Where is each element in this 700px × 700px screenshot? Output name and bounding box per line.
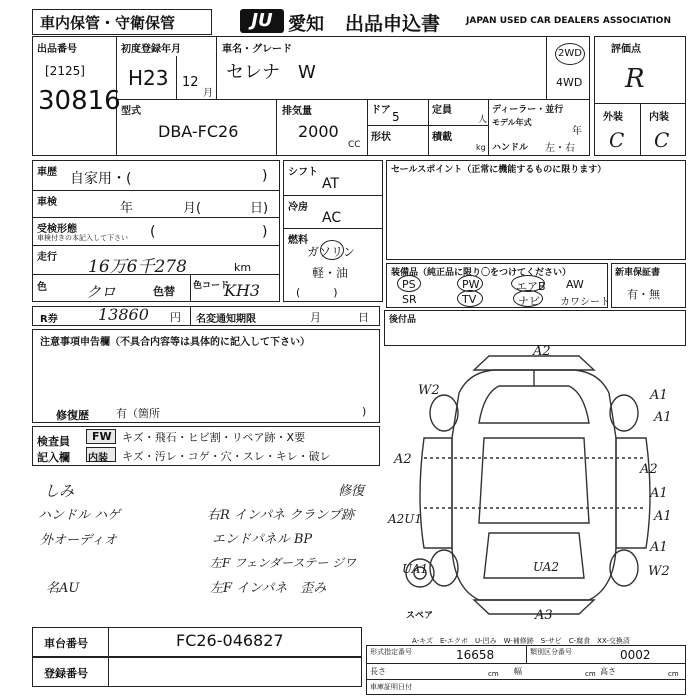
load-unit: kg xyxy=(476,143,486,152)
inspection-month: 月( xyxy=(183,201,202,216)
mileage-value: 16万6千278 xyxy=(88,257,187,277)
mark-a2-left-1: A2 xyxy=(394,452,412,467)
displacement-unit: CC xyxy=(348,140,361,150)
mark-a1-right-3: A1 xyxy=(650,486,668,501)
inspector-label2: 記入欄 xyxy=(37,451,70,464)
damage-legend: A-キズ E-エクボ U-凹み W-補修跡 S-サビ C-腐食 XX-交換済 xyxy=(412,637,630,645)
inspection-label: 車検 xyxy=(37,197,57,208)
registration-year: H23 xyxy=(128,66,169,90)
postscript-box xyxy=(384,310,686,346)
note-shimi: しみ xyxy=(44,482,75,500)
acceptance-label: 受検形態 xyxy=(37,224,77,235)
mark-a2u1-left: A2U1 xyxy=(388,512,423,526)
mark-a1-right-5: A1 xyxy=(650,540,668,555)
lot-label: 出品番号 xyxy=(37,44,77,55)
handle-options: 左・右 xyxy=(545,143,575,154)
equipment-item-seat: カワシート xyxy=(560,297,610,308)
equipment-item-aw: AW xyxy=(566,278,584,291)
mark-a1-right-4: A1 xyxy=(654,509,672,524)
note-repair: 修復 xyxy=(338,484,365,499)
circle-ps xyxy=(397,275,421,292)
mark-a2-top: A2 xyxy=(533,344,551,359)
chassis-label: 車台番号 xyxy=(44,637,88,650)
circle-tv xyxy=(457,290,483,307)
logo-mark: JU xyxy=(251,10,273,31)
mark-ua2-center: UA2 xyxy=(533,560,560,574)
equipment-item-sr: SR xyxy=(402,293,417,306)
note-handle: ハンドル ハゲ xyxy=(38,508,121,523)
interior-value: C xyxy=(654,128,670,152)
inspector-label1: 検査員 xyxy=(37,435,70,448)
recycle-value: 13860 xyxy=(98,305,149,324)
shift-label: シフト xyxy=(288,167,318,178)
model-year-unit: 年 xyxy=(572,126,582,137)
evaluation-label: 評価点 xyxy=(611,44,641,55)
spec-width-unit: cm xyxy=(585,670,596,678)
circle-navi xyxy=(513,290,543,307)
shift-value: AT xyxy=(322,176,340,192)
form-title: 出品申込書 xyxy=(345,13,441,35)
displacement-value: 2000 xyxy=(298,122,339,141)
spec-class-label: 類別区分番号 xyxy=(530,648,572,656)
fuel-label: 燃料 xyxy=(288,235,308,246)
equipment-item-ps: PS xyxy=(402,278,416,291)
warranty-options: 有・無 xyxy=(627,288,660,301)
car-name-label: 車名・グレード xyxy=(222,44,292,55)
mark-a1-right-top: A1 xyxy=(650,388,668,403)
interior-label: 内装 xyxy=(649,112,669,123)
note-audio: 外オーディオ xyxy=(40,533,117,548)
history-value: 自家用・( xyxy=(70,171,132,187)
dealer-label: ディーラー・並行 xyxy=(492,105,564,115)
mileage-unit: km xyxy=(234,261,252,274)
spec-seal-label: 車庫証明日付 xyxy=(370,683,412,691)
displacement-label: 排気量 xyxy=(282,106,312,117)
inspection-year: 年 xyxy=(120,201,134,216)
color-code-label: 色コード xyxy=(193,281,230,291)
repair-close: ) xyxy=(362,405,367,418)
english-title: JAPAN USED CAR DEALERS ASSOCIATION xyxy=(466,16,671,26)
sales-point-box xyxy=(386,160,686,260)
int-text: キズ・汚レ・コゲ・穴・スレ・キレ・破レ xyxy=(122,450,331,463)
model-value: DBA-FC26 xyxy=(158,122,239,141)
spec-class-value: 0002 xyxy=(620,648,651,662)
spec-width-label: 幅 xyxy=(514,667,522,676)
spec-height-unit: cm xyxy=(668,670,679,678)
doors-label: ドア xyxy=(371,105,391,116)
color-code-value: KH3 xyxy=(224,281,261,300)
note-fender: 左F フェンダーステー ジワ xyxy=(210,556,357,570)
color-change-label: 色替 xyxy=(153,285,175,298)
registration-month-unit: 月 xyxy=(203,88,213,99)
fw-text: キズ・飛石・ヒビ割・リペア跡・X要 xyxy=(122,431,306,444)
registration-month: 12 xyxy=(182,75,199,90)
model-label: 型式 xyxy=(121,106,141,117)
acceptance-open: ( xyxy=(150,224,156,240)
history-close: ) xyxy=(262,168,268,184)
note-au: 名AU xyxy=(46,581,80,596)
notice-day: 日 xyxy=(358,311,369,324)
ju-logo xyxy=(240,9,284,33)
model-year-label: モデル年式 xyxy=(492,118,532,127)
capacity-unit: 人 xyxy=(478,115,488,125)
fuel-gasoline: ガソリン xyxy=(307,245,356,259)
registration-label: 初度登録年月 xyxy=(121,44,181,55)
color-label: 色 xyxy=(37,282,47,293)
warranty-label: 新車保証書 xyxy=(615,268,661,278)
recycle-unit: 円 xyxy=(170,311,181,324)
doors-value: 5 xyxy=(392,110,400,124)
mileage-label: 走行 xyxy=(37,252,57,263)
note-rr-panel: 右R インパネ クランプ跡 xyxy=(207,508,355,523)
capacity-label: 定員 xyxy=(432,105,452,116)
ac-label: 冷房 xyxy=(288,202,308,213)
chassis-value: FC26-046827 xyxy=(176,631,284,650)
fuel-paren: ( ) xyxy=(296,286,338,299)
spare-label: スペア xyxy=(406,611,434,621)
spec-form-label: 形式指定番号 xyxy=(370,648,412,656)
exterior-label: 外装 xyxy=(603,112,623,123)
inspection-day: 日) xyxy=(250,201,269,216)
mark-a2-right-1: A2 xyxy=(640,462,658,477)
ac-value: AC xyxy=(322,210,342,226)
equipment-label: 装備品（純正品に限り〇をつけてください） xyxy=(391,268,572,278)
acceptance-close: ) xyxy=(262,224,268,240)
equipment-item-pw: PW xyxy=(462,278,480,291)
load-label: 積載 xyxy=(432,132,452,143)
logo-text: 愛知 xyxy=(288,14,324,35)
mark-a1-right-2: A1 xyxy=(654,410,672,425)
handle-label: ハンドル xyxy=(492,143,529,153)
mark-a3-bottom: A3 xyxy=(535,608,553,623)
spec-form-value: 16658 xyxy=(456,648,495,662)
title-left: 車内保管・守衛保管 xyxy=(40,14,176,32)
shape-label: 形状 xyxy=(371,132,391,143)
lot-bracket: [2125] xyxy=(45,64,85,78)
fw-label: FW xyxy=(92,430,112,443)
postscript-label: 後付品 xyxy=(389,315,417,325)
notice-label: 名変通知期限 xyxy=(196,314,256,325)
repair-label: 修復歴 xyxy=(56,409,89,422)
notice-month: 月 xyxy=(310,311,321,324)
int-label: 内装 xyxy=(88,453,108,464)
history-label: 車歴 xyxy=(37,167,57,178)
note-endpanel: エンドパネル BP xyxy=(212,532,313,547)
acceptance-note: 車検付きの本記入して下さい xyxy=(37,234,128,242)
evaluation-score: R xyxy=(625,64,645,94)
fuel-diesel: 軽・油 xyxy=(312,266,349,280)
car-name-value: セレナ W xyxy=(226,62,316,83)
lot-number: 30816 xyxy=(38,86,121,116)
mark-ua1-left: UA1 xyxy=(402,562,429,576)
exterior-value: C xyxy=(609,128,625,152)
recycle-label: R券 xyxy=(40,314,58,325)
repair-value: 有（箇所 xyxy=(116,407,160,420)
color-value: クロ xyxy=(86,283,117,301)
drive-2wd: 2WD xyxy=(558,48,582,59)
sales-point-label: セールスポイント（正常に機能するものに限ります） xyxy=(391,165,607,175)
spec-height-label: 高さ xyxy=(600,667,616,676)
mark-w2-right: W2 xyxy=(648,564,670,579)
note-lf-panel: 左F インパネ 歪み xyxy=(210,581,327,596)
equipment-item-tv: TV xyxy=(462,293,477,306)
notes-header: 注意事項申告欄（不具合内容等は具体的に記入して下さい） xyxy=(40,337,310,348)
equipment-item-navi: ナビ xyxy=(518,295,540,308)
spec-length-label: 長さ xyxy=(370,667,386,676)
equipment-item-airbag: エアB xyxy=(516,280,546,293)
registration-no-label: 登録番号 xyxy=(44,667,88,680)
spec-length-unit: cm xyxy=(488,670,499,678)
mark-w2-left: W2 xyxy=(418,383,440,398)
drive-4wd: 4WD xyxy=(556,76,583,89)
